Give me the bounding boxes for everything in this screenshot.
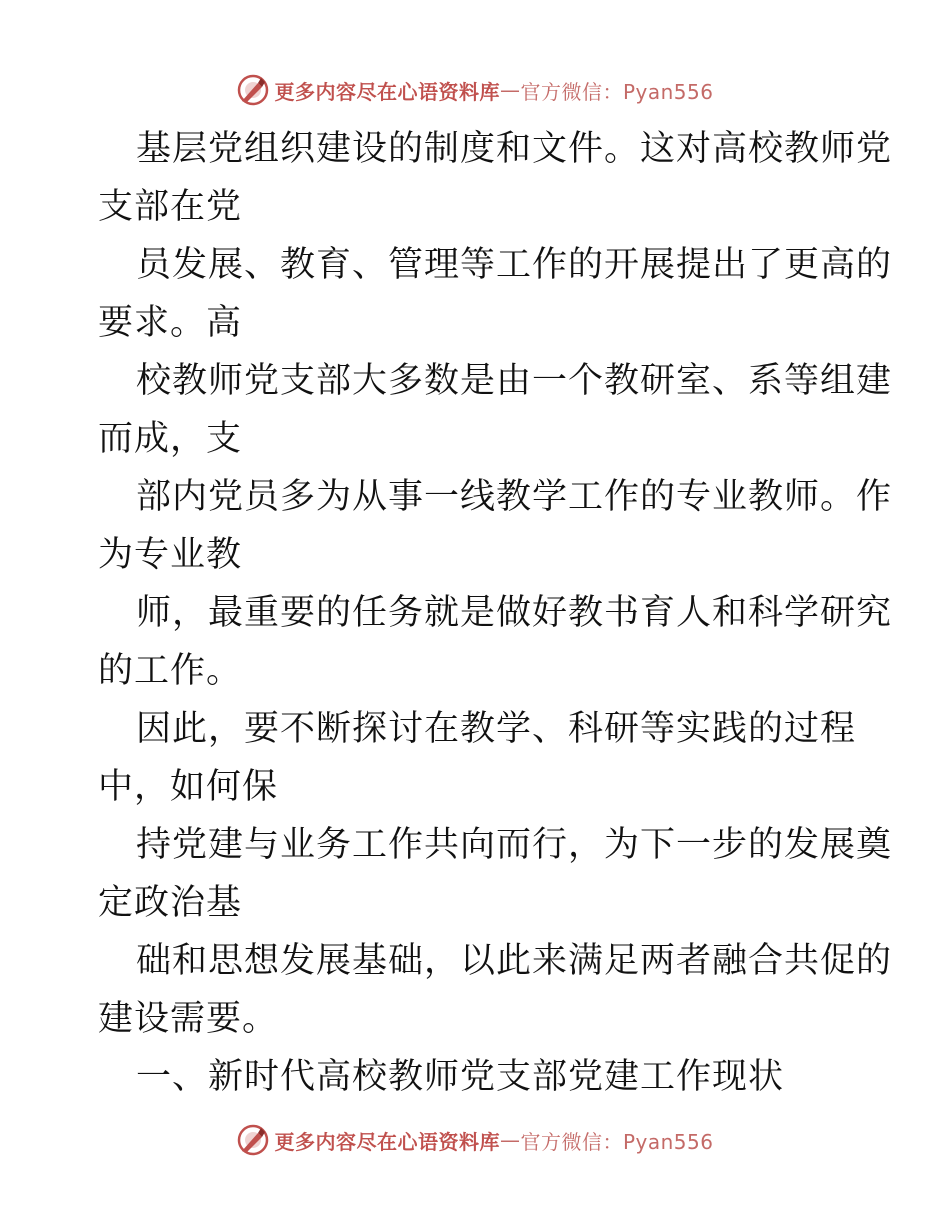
document-body xyxy=(98,120,893,1106)
text-line: 的工作。 xyxy=(98,651,243,691)
text-line: 而成，支 xyxy=(98,419,243,459)
banner-contact-text: 官方微信：Pyan556 xyxy=(520,79,714,104)
banner-dash: — xyxy=(499,78,521,102)
footer-banner xyxy=(0,1122,950,1158)
pen-logo-icon xyxy=(236,73,270,107)
text-line: 基层党组织建设的制度和文件。这对高校教师党 xyxy=(136,129,893,169)
text-line: 定政治基 xyxy=(98,883,243,923)
text-line: 持党建与业务工作共向而行，为下一步的发展奠 xyxy=(136,825,893,865)
text-line: 为专业教 xyxy=(98,535,243,575)
banner-dash: — xyxy=(499,1128,521,1152)
text-line: 中，如何保 xyxy=(98,767,279,807)
banner-main-text: 更多内容尽在心语资料库 xyxy=(274,79,500,104)
text-line: 员发展、教育、管理等工作的开展提出了更高的 xyxy=(136,245,893,285)
text-line: 师，最重要的任务就是做好教书育人和科学研究 xyxy=(136,593,893,633)
pen-logo-icon xyxy=(236,1123,270,1157)
banner-contact-text: 官方微信：Pyan556 xyxy=(520,1129,714,1154)
text-line: 要求。高 xyxy=(98,303,243,343)
text-line: 一、新时代高校教师党支部党建工作现状 xyxy=(136,1057,785,1097)
text-line: 支部在党 xyxy=(98,187,243,227)
banner-main-text: 更多内容尽在心语资料库 xyxy=(274,1129,500,1154)
text-line: 建设需要。 xyxy=(98,999,279,1039)
text-line: 因此，要不断探讨在教学、科研等实践的过程 xyxy=(136,709,857,749)
text-line: 部内党员多为从事一线教学工作的专业教师。作 xyxy=(136,477,893,517)
text-line: 校教师党支部大多数是由一个教研室、系等组建 xyxy=(136,361,893,401)
text-line: 础和思想发展基础，以此来满足两者融合共促的 xyxy=(136,941,893,981)
header-banner xyxy=(0,72,950,108)
